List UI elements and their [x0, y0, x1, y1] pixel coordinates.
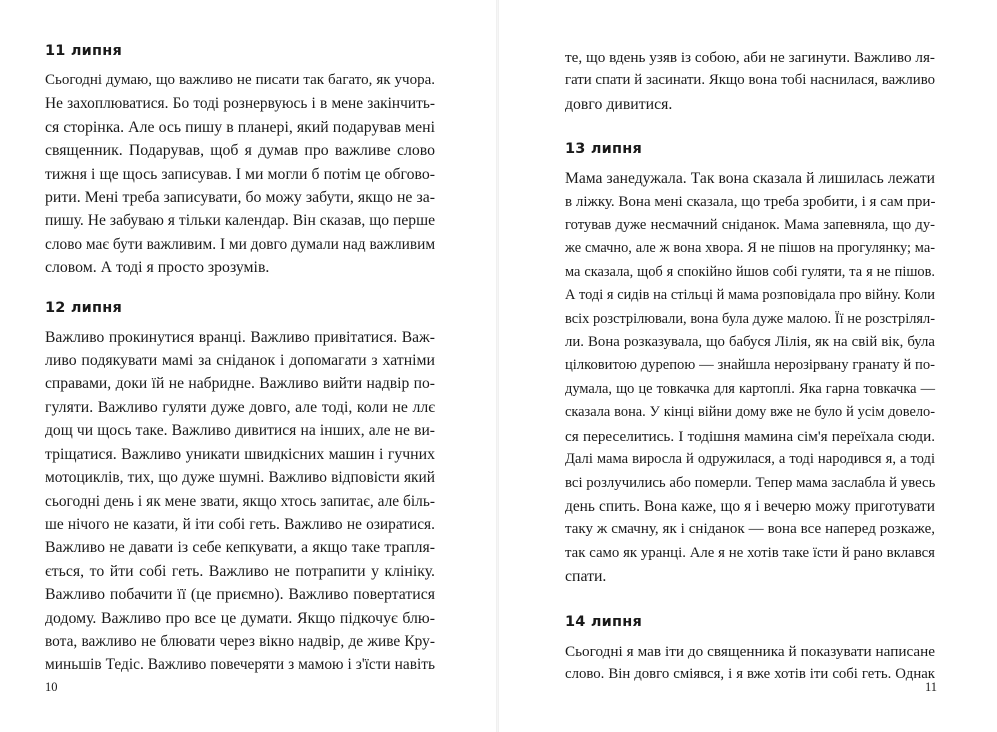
text-line: спати. — [565, 568, 607, 586]
text-line: справами, доки їй не набридне. Важливо вийти надвір по- — [45, 375, 435, 393]
text-line: гати спати й засинати. Якщо вона тобі наснилася, важливо — [565, 72, 935, 89]
entry-body-july-13 — [565, 167, 935, 588]
text-line: Мама занедужала. Так вона сказала й лишилась лежати — [565, 170, 935, 188]
page-number-right: 11 — [925, 680, 938, 694]
entry-heading-july-12: 12 липня — [45, 299, 122, 316]
left-page — [0, 0, 496, 732]
entry-heading-july-14: 14 липня — [565, 613, 642, 630]
text-line: ливо подякувати мамі за сніданок і допомагати з хатніми — [45, 352, 435, 370]
text-line: Сьогодні думаю, що важливо не писати так багато, як учора. — [45, 72, 435, 88]
text-line: готував дуже несмачний сніданок. Мама запевняла, що ду- — [565, 217, 935, 234]
text-line: же смачно, але ж вона хвора. Я не пішов на прогулянку; ма- — [565, 240, 935, 257]
text-line: ся сторінка. Але ось пишу в планері, який подарував мені — [45, 118, 435, 136]
text-line: сказала вона. У кінці війни дому вже не було й усім довело- — [565, 404, 935, 421]
text-line: те, що вдень узяв із собою, аби не загинути. Важливо ля- — [565, 49, 935, 66]
text-line: словом. А тоді я просто зрозумів. — [45, 259, 270, 277]
text-line: ється, то йти собі геть. Важливо не потрапити у клініку. — [45, 562, 435, 580]
text-line: Не захоплюватися. Бо тоді рознервуюсь і в мене закінчить- — [45, 95, 435, 113]
entry-body-july-14 — [565, 640, 935, 687]
text-line: Важливо побачити її (це приємно). Важливо повертатися — [45, 586, 435, 604]
entry-body-july-12 — [45, 326, 435, 677]
text-line: так само як уранці. Але я не хотів таке їсти й рано вклався — [565, 544, 935, 561]
text-line: слово має бути важливим. І ми довго думали над важливим — [45, 235, 436, 253]
text-line: пишу. Не забуваю я тільки календар. Він сказав, що перше — [45, 212, 435, 230]
text-line: всі розлучились або померли. Тепер мама заслабла й увесь — [565, 474, 936, 491]
entry-heading-july-11: 11 липня — [45, 43, 122, 59]
text-line: довго дивитися. — [565, 95, 673, 113]
text-line: таку ж смачну, як і сніданок — вона все наперед розкаже, — [565, 521, 935, 538]
text-line: А тоді я сидів на стільці й мама розповідала про війну. Коли — [565, 287, 935, 304]
text-line: всіх розстрілювали, вона була дуже малою. Її не розстрілял- — [565, 310, 935, 327]
page-number-left: 10 — [45, 680, 58, 694]
text-line: думала, що це товкачка для картоплі. Яка гарна товкачка — — [565, 380, 935, 397]
text-line: мотоциклів, тих, що дуже шумні. Важливо відповісти який — [45, 469, 435, 487]
text-line: ше нічого не казати, й іти собі геть. Важливо не озиратися. — [45, 515, 435, 533]
text-line: ли. Вона розказувала, що бабуся Лілія, як на свій вік, була — [565, 334, 935, 351]
entry-body-july-11 — [45, 69, 435, 280]
text-line: ма сказала, щоб я спокійно йшов собі гуляти, та я не пішов. — [565, 263, 935, 280]
text-line: миньшів Тедіс. Важливо повечеряти з мамою і з'їсти навіть — [45, 656, 435, 674]
text-line: сьогодні день і як мене звати, якщо хтось запитає, але біль- — [45, 492, 435, 510]
text-line: священник. Подарував, щоб я думав про важливе слово — [45, 142, 435, 160]
text-line: гуляти. Важливо гуляти дуже довго, але тоді, коли не ллє — [45, 398, 435, 416]
text-line: дощ чи щось таке. Важливо дивитися на інших, але не ви- — [45, 422, 435, 440]
text-line: тріщатися. Важливо уникати швидкісних машин і гучних — [45, 445, 435, 463]
text-line: Важливо не давати із себе кепкувати, а якщо таке трапля- — [45, 539, 435, 557]
text-line: Далі мама виросла й одружилася, а тоді народився я, а тоді — [565, 451, 935, 468]
entry-heading-july-13: 13 липня — [565, 141, 642, 158]
text-line: Сьогодні я мав іти до священника й показувати написане — [565, 642, 935, 660]
right-text-column — [565, 46, 935, 686]
text-line: вота, важливо не блювати через вікно надвір, де живе Кру- — [45, 632, 435, 650]
text-line: Важливо прокинутися вранці. Важливо привітатися. Важ- — [45, 328, 435, 346]
entry-continuation — [565, 46, 935, 116]
text-line: ся переселитись. І тодішня мамина сім'я переїхала сюди. — [565, 427, 935, 445]
text-line: додому. Важливо про все це думати. Якщо підкочує блю- — [45, 609, 435, 627]
text-line: день спить. Вона каже, що я і вечерю можу приготувати — [565, 497, 935, 515]
left-text-column — [45, 40, 435, 677]
text-line: слово. Він довго сміявся, і я вже хотів іти собі геть. Однак — [565, 665, 935, 682]
text-line: цілковитою дурепою — знайшла нерозірвану гранату й по- — [565, 357, 935, 374]
text-line: тижня і ще щось записував. І ми могли б потім це обгово- — [45, 165, 435, 183]
text-line: в ліжку. Вона мені сказала, що треба зробити, і я сам при- — [565, 193, 936, 210]
right-page — [499, 0, 997, 732]
text-line: рити. Мені треба записувати, бо можу забути, якщо не за- — [45, 189, 435, 207]
